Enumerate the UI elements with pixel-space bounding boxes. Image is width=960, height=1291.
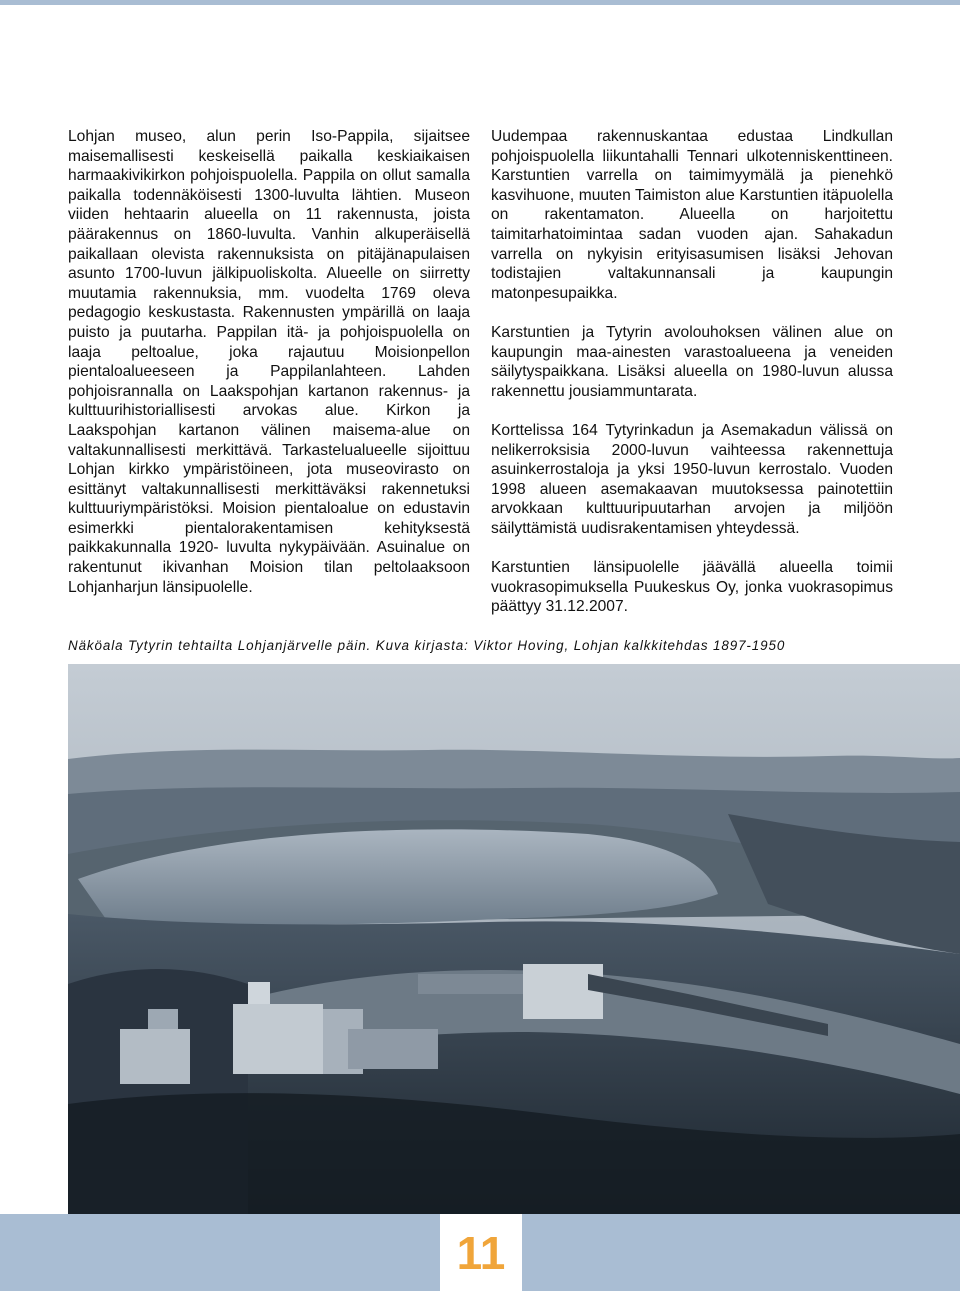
page-number: 11 xyxy=(456,1226,506,1279)
historical-aerial-photo xyxy=(68,664,960,1214)
right-paragraph-1: Uudempaa rakennuskantaa edustaa Lindkullan pohjoispuolella liikuntahalli Tennari ulkotenniskenttineen. Karstuntien varrella on taimimyymälä ja pienehkö kasvihuone, muuten Taimiston alue Karstuntien itäpuolella on rakentamaton. Alueella on harjoitettu taimitarhatoimintaa sadan vuoden ajan. Sahakadun varrella on nykyisin erityisasumisen lisäksi Jehovan todistajien valtakunnansali ja kaupungin matonpesupaikka. xyxy=(491,128,893,302)
right-paragraph-4: Karstuntien länsipuolelle jäävällä alueella toimii vuokrasopimuksella Puukeskus Oy, jonka vuokrasopimus päättyy 31.12.2007. xyxy=(491,559,893,616)
top-rule xyxy=(0,0,960,5)
right-paragraph-2: Karstuntien ja Tytyrin avolouhoksen välinen alue on kaupungin maa-ainesten varastoalueena ja veneiden säilytyspaikkana. Lisäksi alueella on 1980-luvun alussa rakennettu jousiammuntarata. xyxy=(491,323,893,400)
right-text-column xyxy=(491,127,893,636)
photo-caption: Näköala Tytyrin tehtailta Lohjanjärvelle päin. Kuva kirjasta: Viktor Hoving, Lohjan kalkkitehdas 1897-1950 xyxy=(68,638,786,653)
page-number-box xyxy=(440,1214,522,1291)
left-text-column xyxy=(68,127,470,617)
right-paragraph-3: Korttelissa 164 Tytyrinkadun ja Asemakadun välissä on nelikerroksisia 2000-luvun vaihteessa rakennettuja asuinkerrostaloja ja yksi 1950-luvun kerrostalo. Vuoden 1998 alueen asemakaavan muutoksessa painotettiin arvokkaan kulttuuripuutarhan arvojen ja miljöön säilyttämistä uudisrakentamisen yhteydessä. xyxy=(491,421,893,537)
left-paragraph-1: Lohjan museo, alun perin Iso-Pappila, sijaitsee maisemallisesti keskeisellä paikalla keskiaikaisen harmaakivikirkon pohjoispuolella. Pappila on ollut samalla paikalla todennäköisesti 1300-luvulta lähtien. Museon viiden hehtaarin alueella on 11 rakennusta, joista päärakennus on 1860-luvulta. Vanhin alkuperäisellä paikallaan olevista rakennuksista on pitäjänapulaisen asunto 1700-luvun jälkipuoliskolta. Alueelle on siirretty muutamia rakennuksia, mm. vuodelta 1769 oleva pedagogio keskustasta. Rakennusten ympärillä on laaja puisto ja puutarha. Pappilan itä- ja pohjoispuolella on laaja peltoalue, joka rajautuu Moisionpellon pientaloalueeseen ja Pappilanlahteen. Lahden pohjoisrannalla on Laakspohjan kartanon rakennus- ja kulttuurihistoriallisesti arvokas alue. Kirkon ja Laakspohjan kartanon välinen maisema-alue on valtakunnallisesti merkittävä. Tarkastelualueelle sijoittuu Lohjan kirkko ympäristöineen, jota museovirasto on esittänyt valtakunnallisesti merkittäväksi rakennetuksi kulttuuriympäristöksi. Moision pientaloalue on edustavin esimerkki pientalorakentamisen kehityksestä paikkakunnalla 1920- luvulta nykypäivään. Asuinalue on rakentunut ikivanhan Moision tilan peltolaaksoon Lohjanharjun länsipuolelle. xyxy=(68,128,470,596)
